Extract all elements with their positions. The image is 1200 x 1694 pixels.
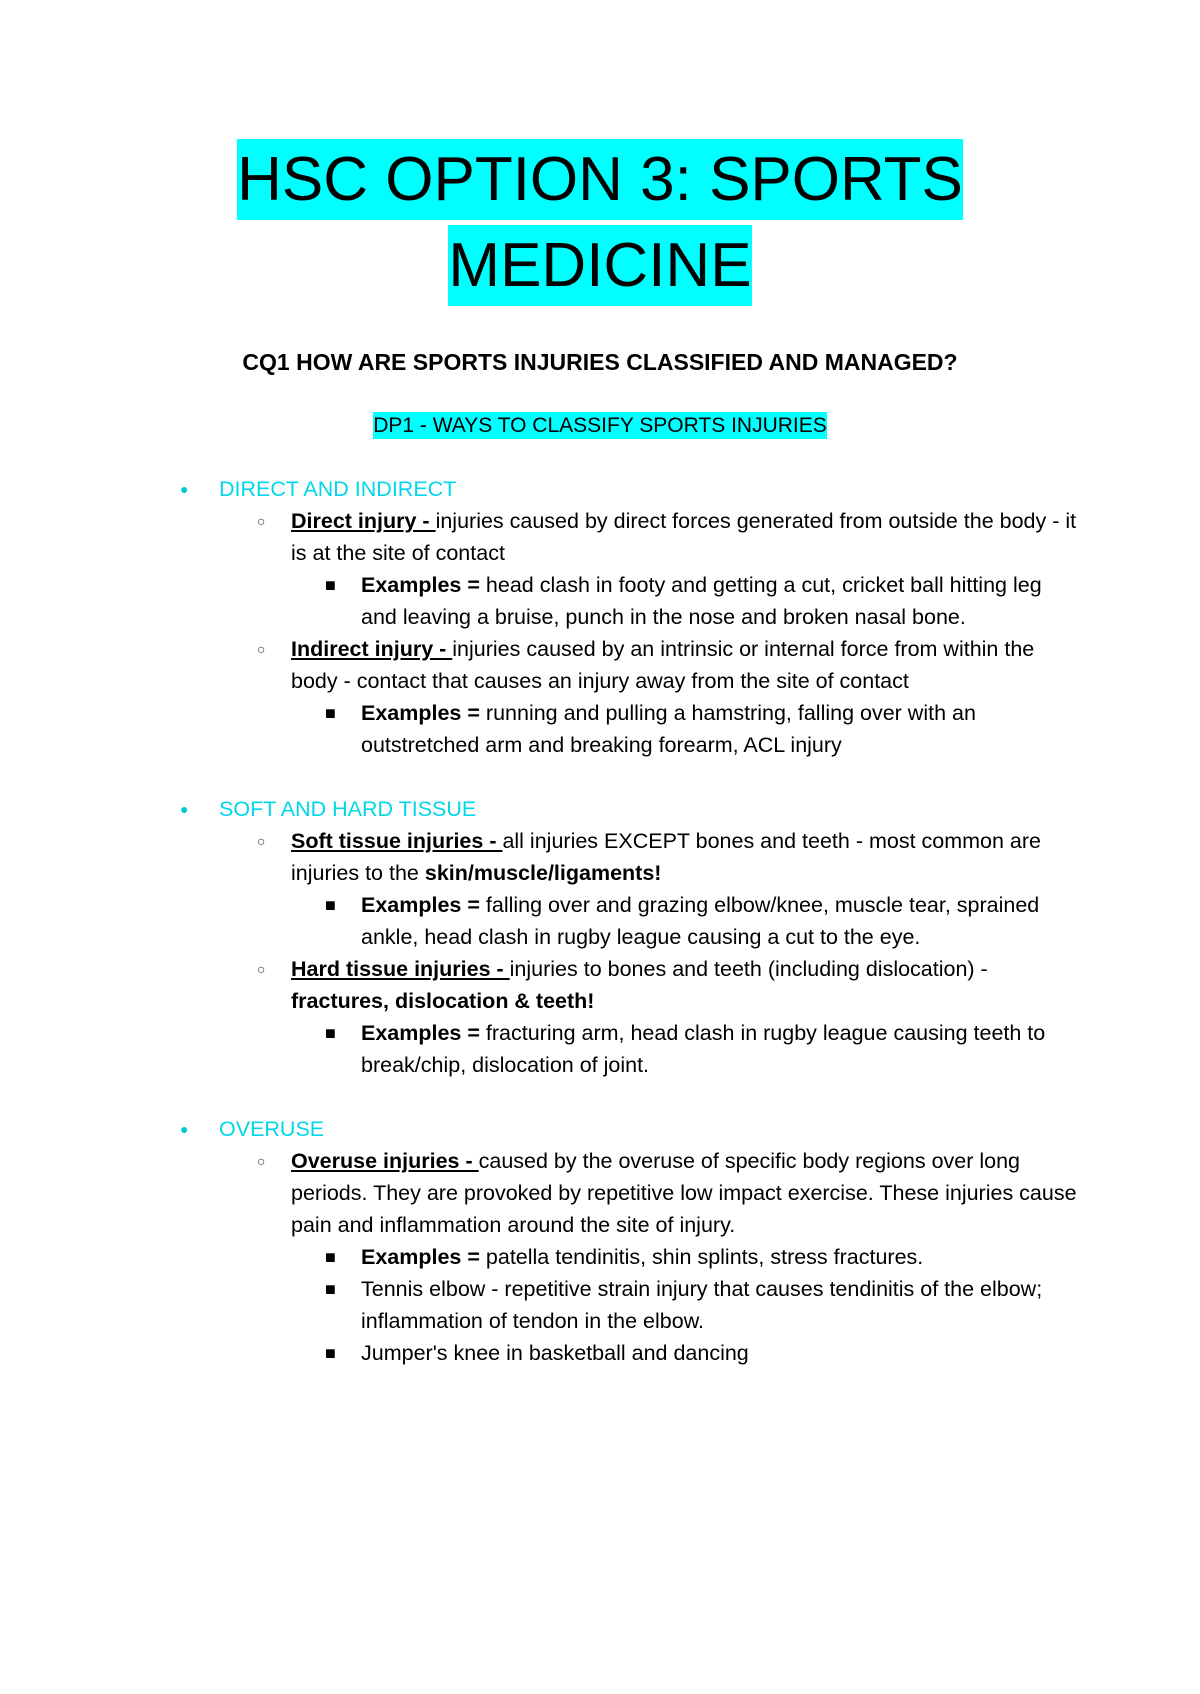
term-label: Hard tissue injuries - [291, 957, 510, 981]
filled-bullet-icon: ● [180, 801, 189, 817]
term-definition: all injuries EXCEPT bones and teeth - most common are injuries to the [291, 829, 1042, 885]
notes-body [180, 473, 1080, 1369]
list-item [180, 505, 1080, 569]
list-item [180, 1273, 1080, 1337]
section-heading: SOFT AND HARD TISSUE [219, 797, 477, 821]
list-item [180, 1337, 1080, 1369]
emphasis-text: fractures, dislocation & teeth! [291, 989, 595, 1013]
term-label: Overuse injuries - [291, 1149, 479, 1173]
list-item [180, 825, 1080, 889]
term-label: Soft tissue injuries - [291, 829, 503, 853]
section-direct-indirect [180, 473, 1080, 761]
square-bullet-icon: ■ [325, 1279, 336, 1299]
list-item [180, 633, 1080, 697]
list-item [180, 697, 1080, 761]
hollow-bullet-icon: ○ [257, 961, 266, 977]
examples-label: Examples = [361, 701, 486, 725]
emphasis-text: skin/muscle/ligaments! [424, 861, 662, 885]
list-item [180, 1017, 1080, 1081]
examples-label: Examples = [361, 573, 486, 597]
section-heading-row [180, 473, 1080, 505]
examples-text: fracturing arm, head clash in rugby league causing teeth to break/chip, dislocation of joint. [361, 1021, 1046, 1077]
list-item [180, 889, 1080, 953]
section-heading-row [180, 1113, 1080, 1145]
section-heading: OVERUSE [219, 1117, 325, 1141]
hollow-bullet-icon: ○ [257, 513, 266, 529]
section-overuse [180, 1113, 1080, 1369]
term-definition: injuries caused by direct forces generated from outside the body - it is at the site of contact [291, 509, 1077, 565]
examples-text: patella tendinitis, shin splints, stress fractures. [485, 1245, 924, 1269]
document-title [0, 143, 1200, 315]
list-item [180, 1241, 1080, 1273]
square-bullet-icon: ■ [325, 895, 336, 915]
dot-point-heading: DP1 - WAYS TO CLASSIFY SPORTS INJURIES [373, 414, 827, 437]
section-soft-hard-tissue [180, 793, 1080, 1081]
title-line-2: MEDICINE [448, 225, 751, 306]
title-line-1: HSC OPTION 3: SPORTS [237, 139, 963, 220]
term-definition: injuries to bones and teeth (including dislocation) - [509, 957, 988, 981]
square-bullet-icon: ■ [325, 575, 336, 595]
term-label: Direct injury - [291, 509, 436, 533]
section-heading: DIRECT AND INDIRECT [219, 477, 457, 501]
list-item-text: Jumper's knee in basketball and dancing [361, 1341, 749, 1365]
examples-text: head clash in footy and getting a cut, cricket ball hitting leg and leaving a bruise, punch in the nose and broken nasal bone. [361, 573, 1042, 629]
term-definition: injuries caused by an intrinsic or internal force from within the body - contact that causes an injury away from the site of contact [291, 637, 1035, 693]
term-definition: caused by the overuse of specific body regions over long periods. They are provoked by repetitive low impact exercise. These injuries cause pain and inflammation around the site of injury. [291, 1149, 1077, 1237]
filled-bullet-icon: ● [180, 1121, 189, 1137]
hollow-bullet-icon: ○ [257, 1153, 266, 1169]
square-bullet-icon: ■ [325, 1023, 336, 1043]
square-bullet-icon: ■ [325, 1247, 336, 1267]
list-item [180, 953, 1080, 1017]
examples-label: Examples = [361, 1021, 486, 1045]
square-bullet-icon: ■ [325, 1343, 336, 1363]
examples-label: Examples = [361, 1245, 486, 1269]
square-bullet-icon: ■ [325, 703, 336, 723]
list-item [180, 1145, 1080, 1241]
examples-text: running and pulling a hamstring, falling over with an outstretched arm and breaking forearm, ACL injury [361, 701, 976, 757]
section-heading-row [180, 793, 1080, 825]
examples-text: falling over and grazing elbow/knee, muscle tear, sprained ankle, head clash in rugby league causing a cut to the eye. [361, 893, 1040, 949]
content-question-heading: CQ1 HOW ARE SPORTS INJURIES CLASSIFIED AND MANAGED? [242, 349, 958, 375]
list-item [180, 569, 1080, 633]
filled-bullet-icon: ● [180, 481, 189, 497]
term-label: Indirect injury - [291, 637, 453, 661]
hollow-bullet-icon: ○ [257, 641, 266, 657]
hollow-bullet-icon: ○ [257, 833, 266, 849]
examples-label: Examples = [361, 893, 486, 917]
dot-point-heading-wrap [0, 413, 1200, 439]
list-item-text: Tennis elbow - repetitive strain injury that causes tendinitis of the elbow; inflammation of tendon in the elbow. [361, 1277, 1043, 1333]
